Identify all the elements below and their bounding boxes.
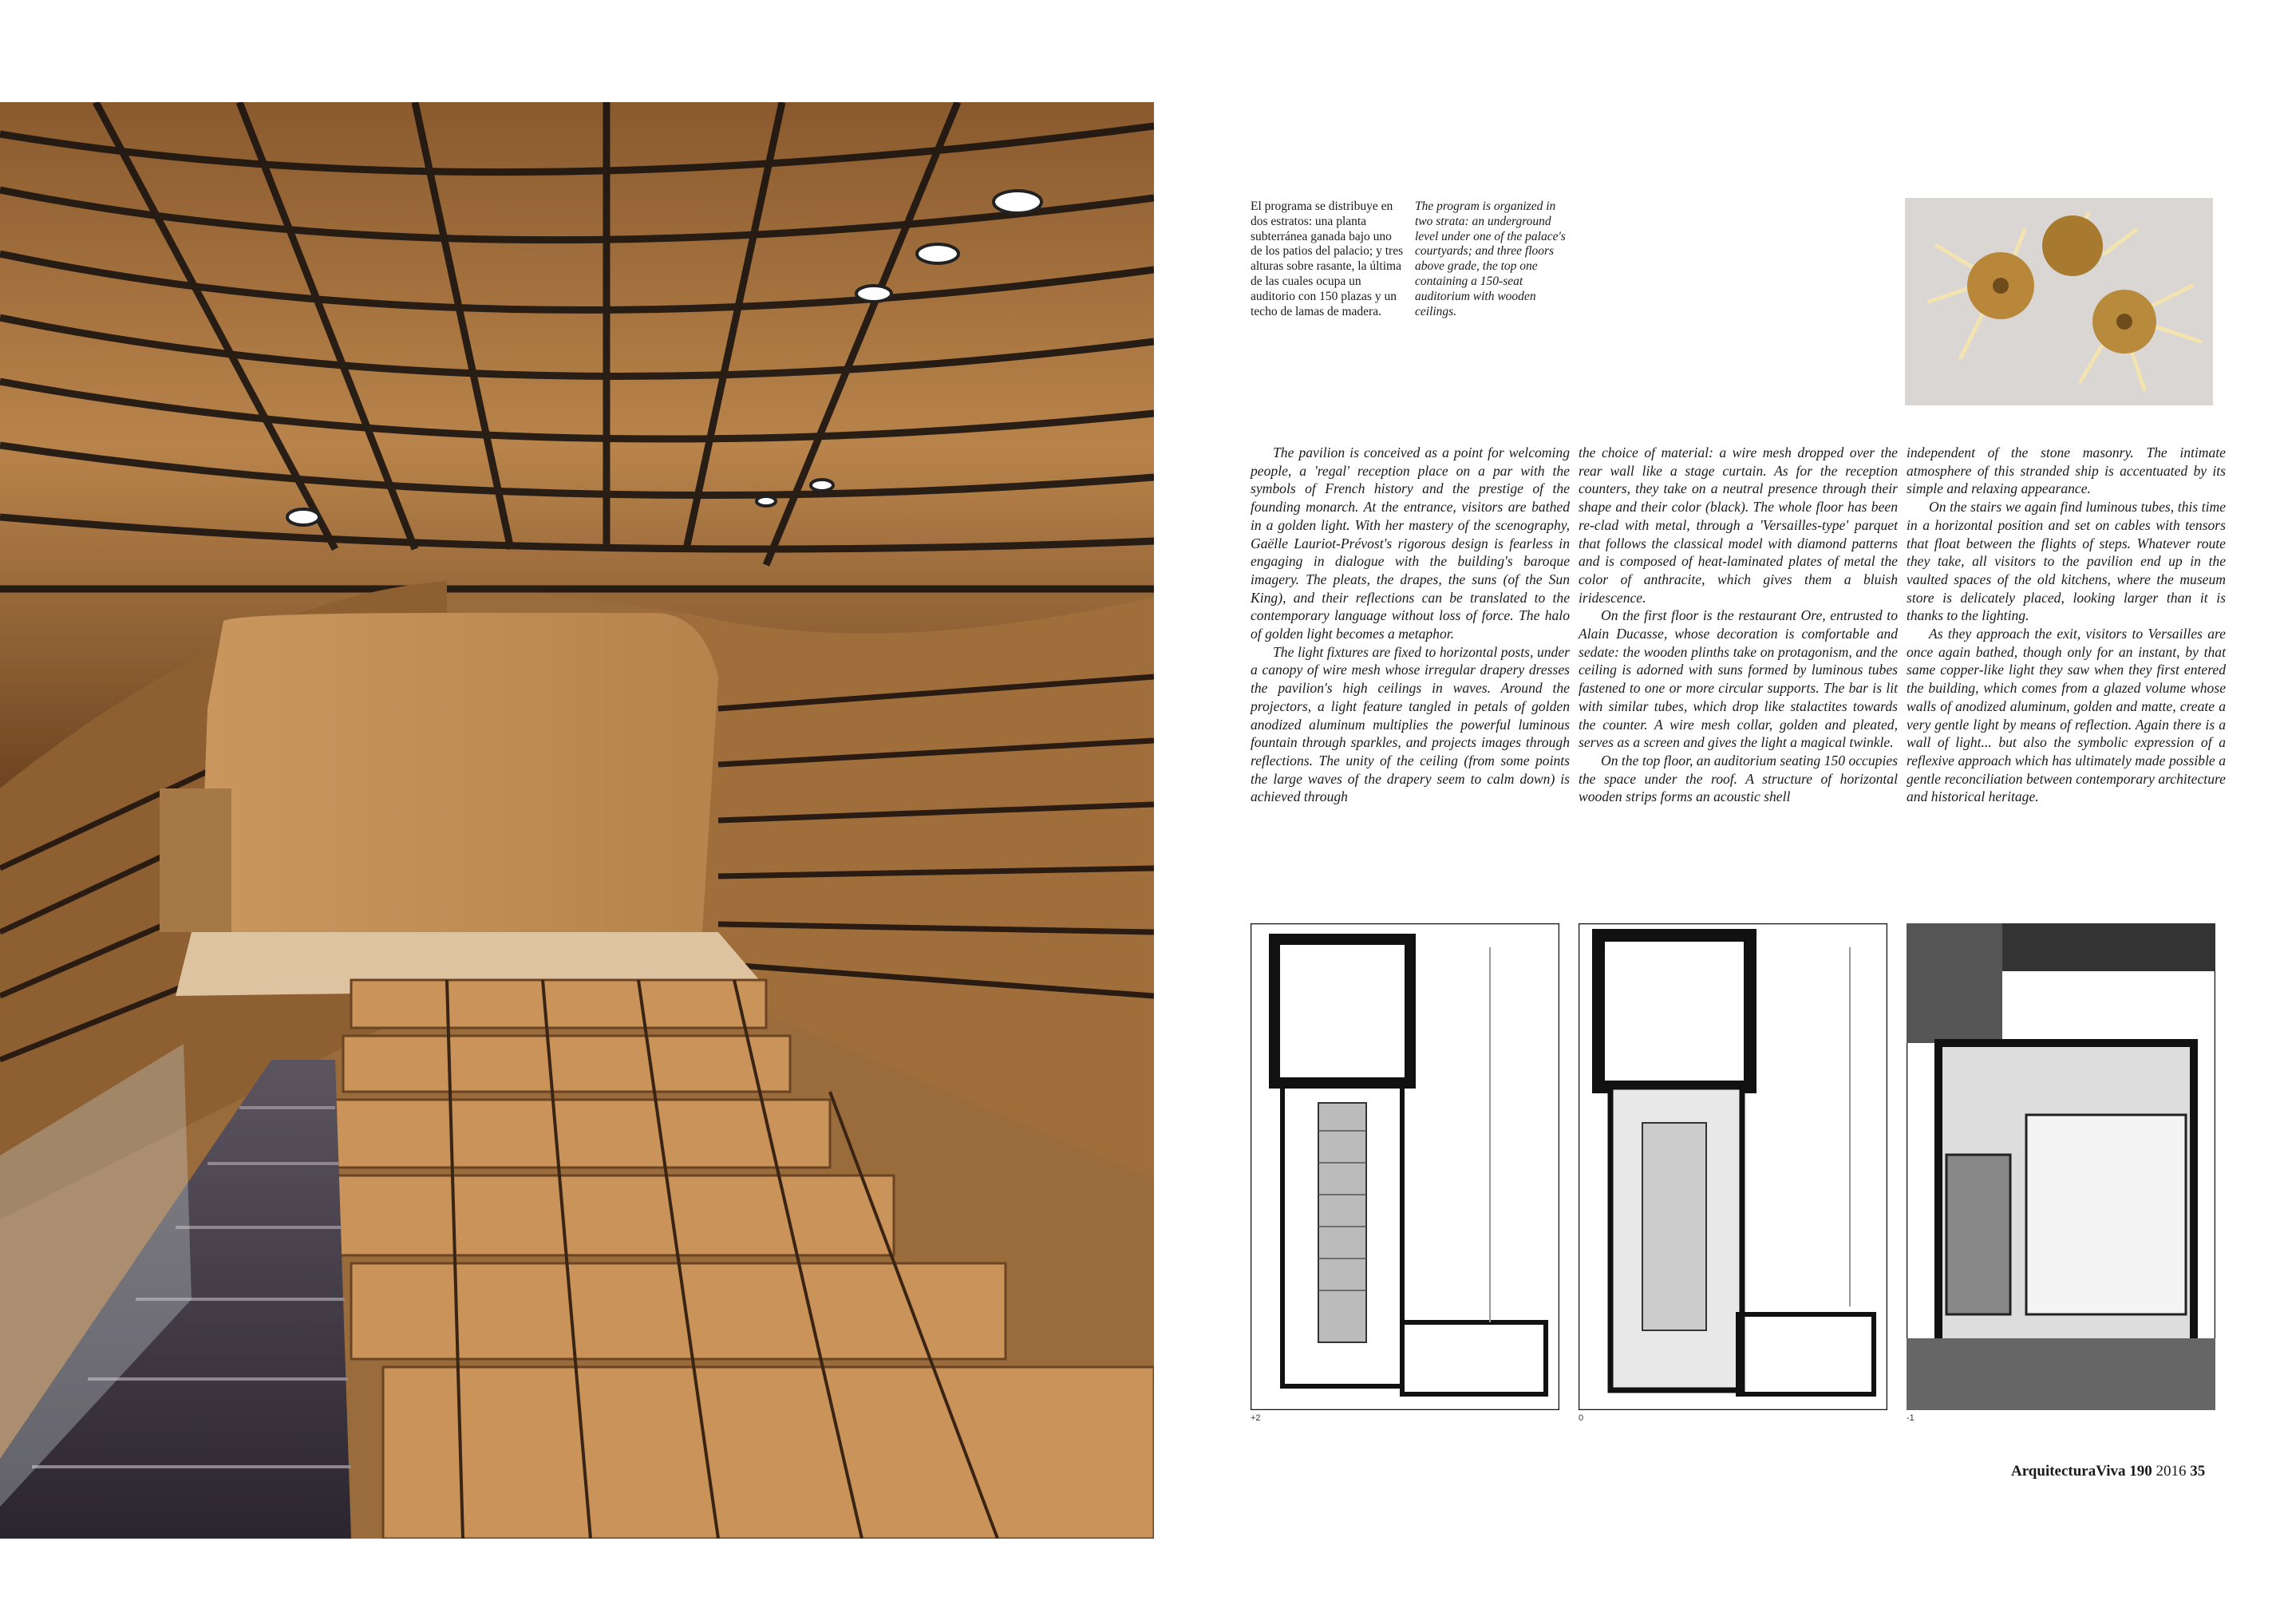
auditorium-illustration <box>0 102 1154 1539</box>
plan-label: 0 <box>1579 1413 1584 1423</box>
floor-plan-level-plus-2 <box>1251 923 1559 1410</box>
paragraph: independent of the stone masonry. The intimate atmosphere of this stranded ship is accentuated by its simple and relaxing appearance. <box>1907 445 2226 497</box>
paragraph: the choice of material: a wire mesh dropped over the rear wall like a stage curtain. As for the reception counters, they take on a neutral presence through their shape and their color (black). The whole floor has been re-clad with metal, through a 'Versailles-type' parquet that follows the classical model with diamond patterns and is composed of heat-laminated plates of metal the color of anthracite, which gives them a bluish iridescence. <box>1579 445 1898 606</box>
paragraph: On the first floor is the restaurant Ore, entrusted to Alain Ducasse, whose decoration is comfortable and sedate: the wooden plinths take on protagonism, and the ceiling is adorned with suns formed by luminous tubes fastened to one or more circular supports. The bar is lit with similar tubes, which drop like stalactites towards the counter. A wire mesh collar, golden and pleated, serves as a screen and gives the light a magical twinkle. <box>1579 607 1898 751</box>
caption-spanish: El programa se distribuye en dos estratos: una planta subterránea ganada bajo uno de los patios del palacio; y tres alturas sobre rasante, la última de las cuales ocupa un auditorio con 150 plazas y un techo de lamas de madera. <box>1251 200 1404 318</box>
body-column-2 <box>1579 444 1898 806</box>
paragraph: The pavilion is conceived as a point for welcoming people, a 'regal' reception place on a par with the symbols of French history and the prestige of the founding monarch. At the entrance, visitors are bathed in a golden light. With her mastery of the scenography, Gaëlle Lauriot-Prévost's rigorous design is fearless in engaging in dialogue with the building's baroque imagery. The pleats, the drapes, the suns (of the Sun King), and their reflections can be translated to the contemporary language without loss of force. The halo of golden light becomes a metaphor. <box>1251 445 1570 642</box>
year: 2016 <box>2156 1463 2187 1480</box>
paragraph: On the stairs we again find luminous tubes, this time in a horizontal position and set on cables with tensors that float between the flights of steps. Whatever route they take, all visitors to the pavilion end up in the vaulted spaces of the old kitchens, where the museum store is delicately placed, looking larger than it is thanks to the lighting. <box>1907 499 2226 624</box>
floor-plan-level-minus-1 <box>1907 923 2215 1410</box>
floor-plan-level-0 <box>1579 923 1887 1410</box>
paragraph: As they approach the exit, visitors to Versailles are once again bathed, though only for an instant, by that same copper-like light they saw when they first entered the building, which comes from a glazed volume whose walls of anodized aluminum, golden and matte, create a very gentle light by means of reflection. Again there is a wall of light... but also the symbolic expression of a reflexive approach which has ultimately made possible a gentle reconciliation between contemporary architecture and historical heritage. <box>1907 626 2226 805</box>
page-number: 35 <box>2190 1463 2206 1480</box>
plan-label: +2 <box>1251 1413 1261 1423</box>
chandelier-photo <box>1905 198 2213 405</box>
body-column-1 <box>1251 444 1570 806</box>
plan-label: -1 <box>1907 1413 1915 1423</box>
issue-number: 190 <box>2129 1463 2152 1480</box>
paragraph: The light fixtures are fixed to horizontal posts, under a canopy of wire mesh whose irregular drapery dresses the pavilion's high ceilings in waves. Around the projectors, a light feature tangled in petals of golden anodized aluminum multiplies the powerful luminous fountain through sparkles, and projects images through reflections. The unity of the ceiling (from some points the large waves of the drapery seem to calm down) is achieved through <box>1251 643 1570 805</box>
body-column-3 <box>1907 444 2226 806</box>
auditorium-photo <box>0 102 1154 1539</box>
caption-english: The program is organized in two strata: an underground level under one of the palace's courtyards; and three floors above grade, the top one containing a 150-seat auditorium with wooden ceilings. <box>1415 200 1566 318</box>
paragraph: On the top floor, an auditorium seating 150 occupies the space under the roof. A structure of horizontal wooden strips forms an acoustic shell <box>1579 752 1898 805</box>
magazine-name: ArquitecturaViva <box>2011 1463 2126 1480</box>
page-footer <box>2011 1463 2205 1480</box>
